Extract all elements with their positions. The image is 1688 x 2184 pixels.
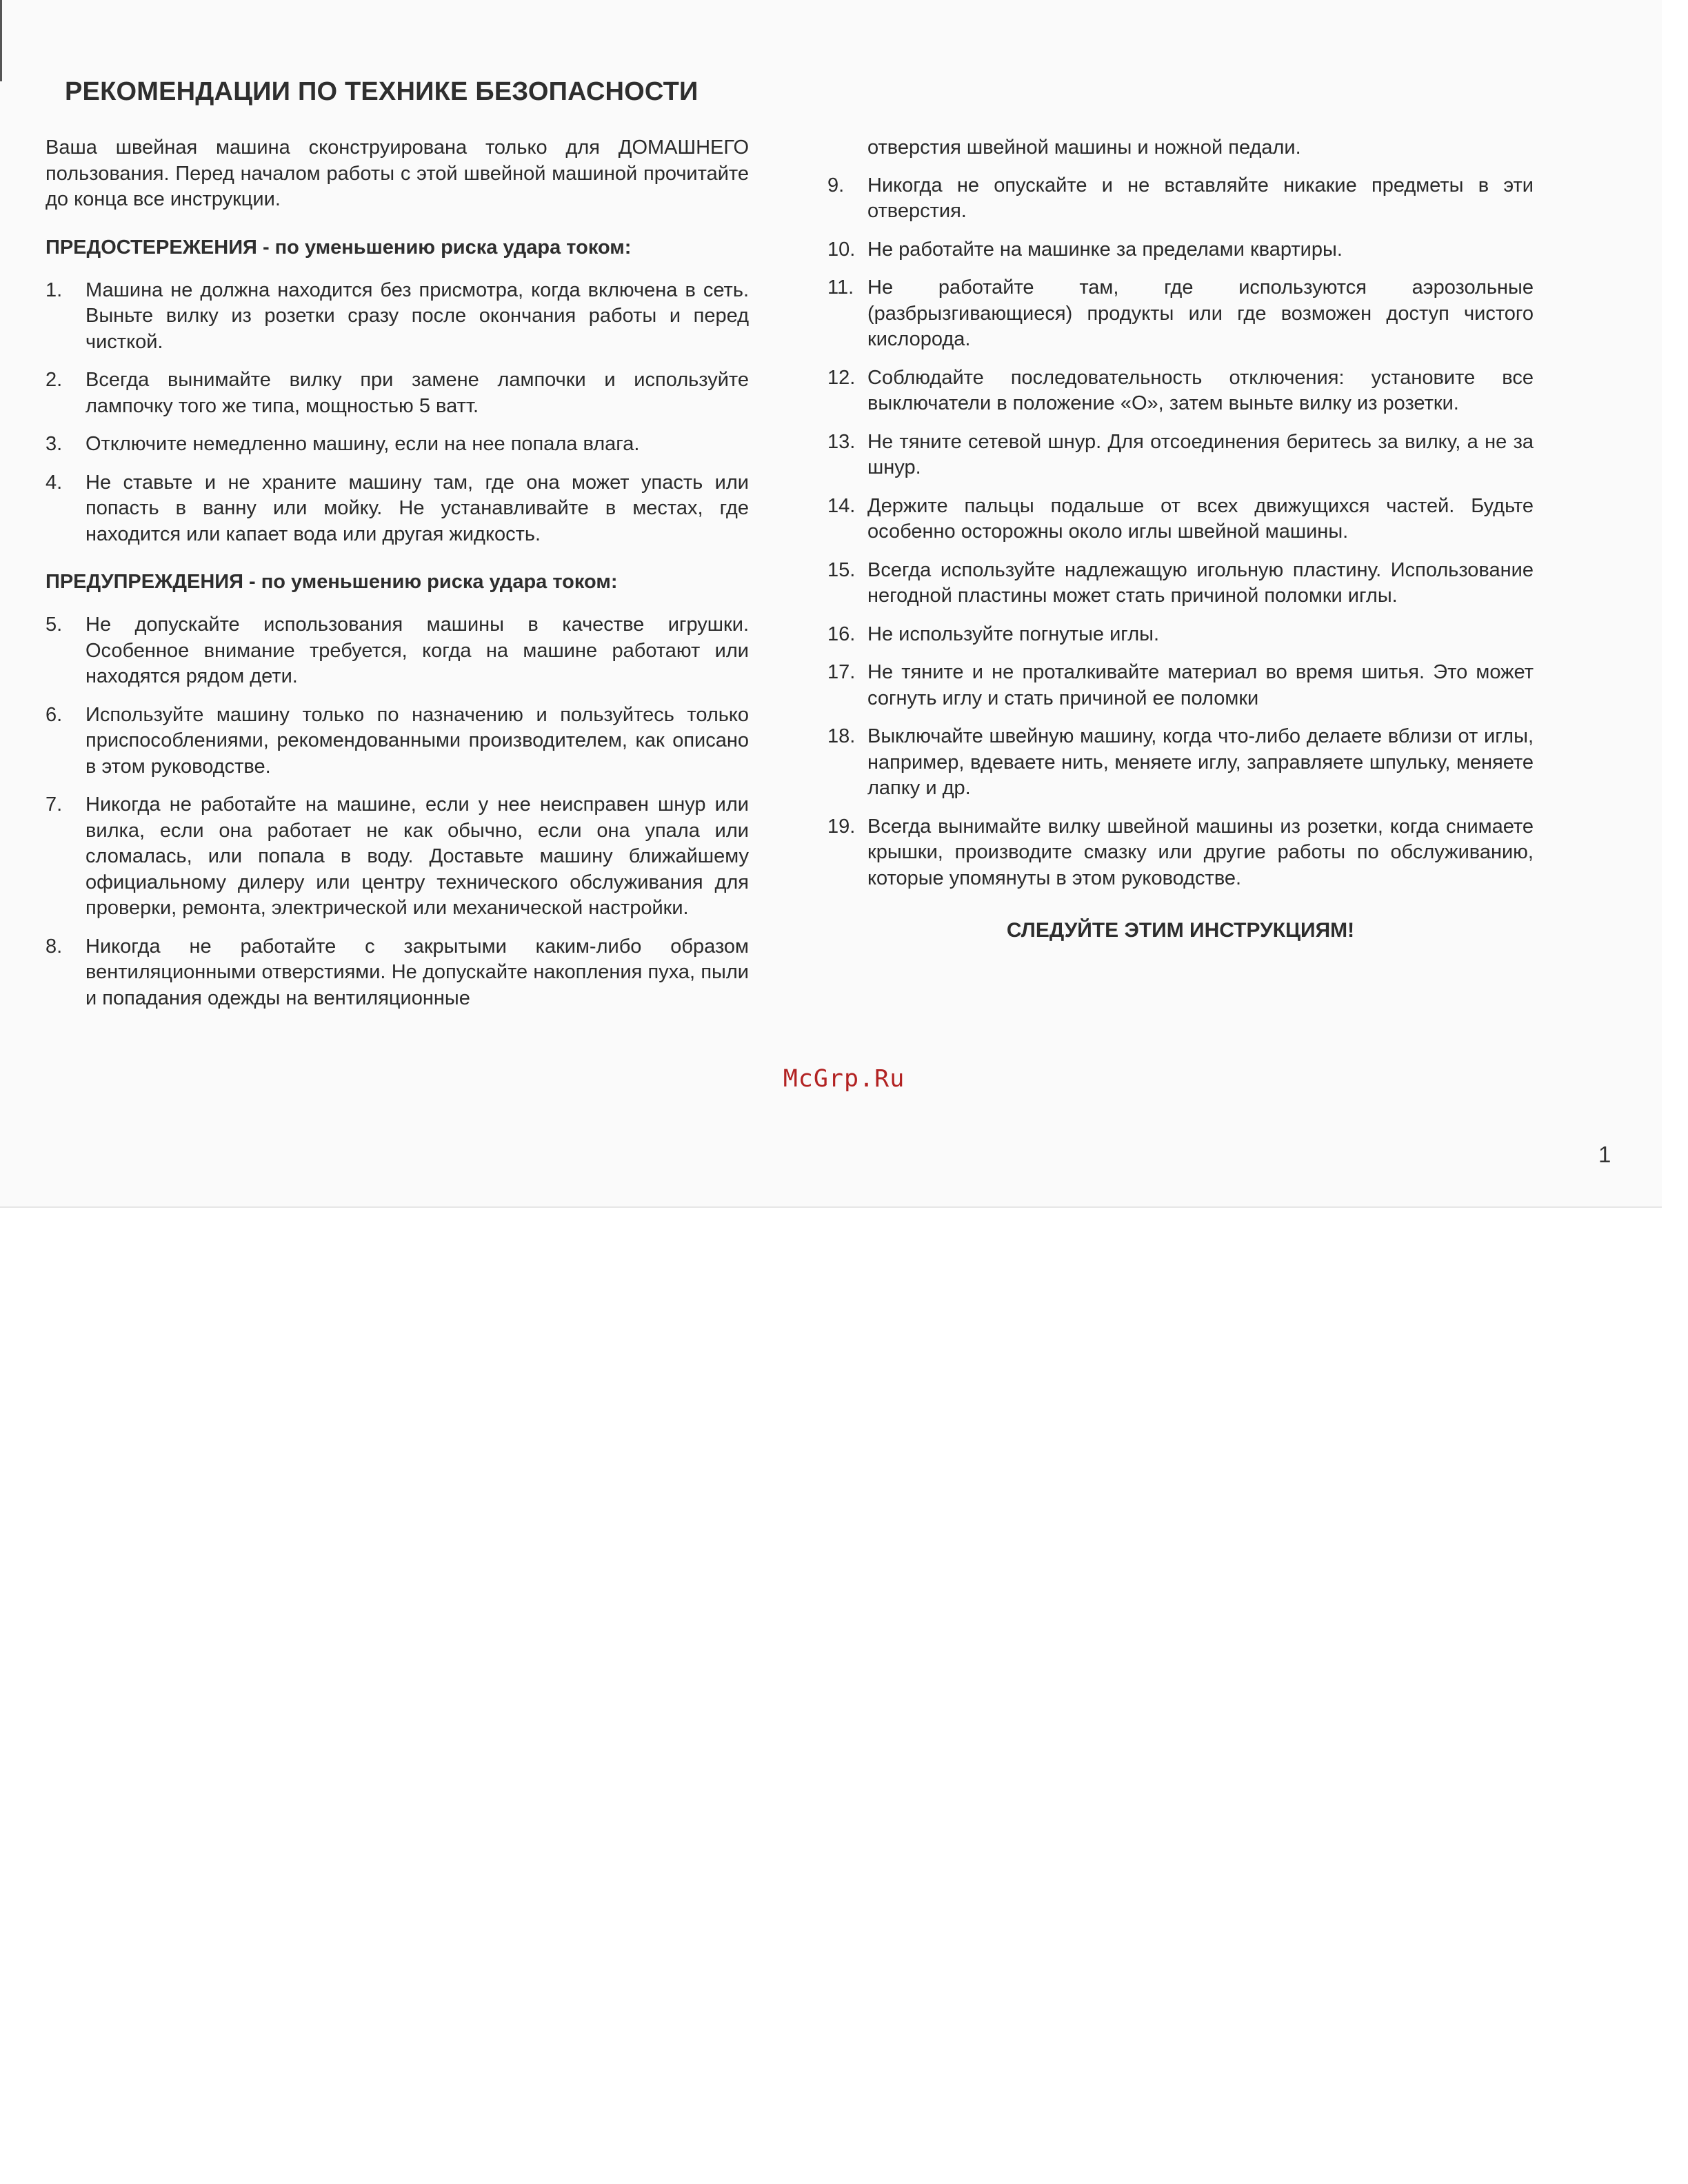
item-text: Не ставьте и не храните машину там, где она может упасть или попасть в ванну или мойку. Не устанавливайте в местах, где находится или капает вода или другая жидкость. <box>86 471 749 545</box>
watermark-link[interactable]: McGrp.Ru <box>783 1065 905 1093</box>
item-number: 16. <box>827 623 856 645</box>
item-text: Никогда не опускайте и не вставляйте никакие предметы в эти отверстия. <box>867 174 1534 222</box>
item-text: Всегда вынимайте вилку при замене лампочки и используйте лампочку того же типа, мощностью 5 ватт. <box>86 369 749 417</box>
item-number: 15. <box>827 558 856 581</box>
safety-list-continued <box>827 173 1534 892</box>
item-text: Не тяните сетевой шнур. Для отсоединения беритесь за вилку, а не за шнур. <box>867 430 1534 478</box>
item-text: Держите пальцы подальше от всех движущихся частей. Будьте особенно осторожны около иглы швейной машины. <box>867 494 1534 543</box>
list-item <box>46 367 749 419</box>
item-number: 1. <box>46 279 63 301</box>
intro-paragraph: Ваша швейная машина сконструирована только для ДОМАШНЕГО пользования. Перед началом работы с этой швейной машиной прочитайте до конца все инструкции. <box>46 136 749 210</box>
item-text: Не используйте погнутые иглы. <box>867 623 1160 645</box>
item-text: Используйте машину только по назначению и пользуйтесь только приспособлениями, рекомендованными производителем, как описано в этом руководстве. <box>86 703 749 778</box>
item-number: 9. <box>827 174 845 196</box>
item-number: 2. <box>46 369 63 391</box>
list-item <box>827 494 1534 545</box>
item-text: Отключите немедленно машину, если на нее попала влага. <box>86 433 640 455</box>
item-number: 6. <box>46 703 63 726</box>
item-number: 18. <box>827 725 856 747</box>
list-item <box>46 612 749 690</box>
list-item <box>46 792 749 922</box>
item-text: Не тяните и не проталкивайте материал во время шитья. Это может согнуть иглу и стать причиной ее поломки <box>867 661 1534 709</box>
item-number: 13. <box>827 430 856 453</box>
item-text: Никогда не работайте с закрытыми каким-либо образом вентиляционными отверстиями. Не допускайте накопления пуха, пыли и попадания одежды на вентиляционные <box>86 935 749 1009</box>
list-item <box>827 275 1534 353</box>
item-number: 11. <box>827 276 854 299</box>
page-title: РЕКОМЕНДАЦИИ ПО ТЕХНИКЕ БЕЗОПАСНОСТИ <box>65 77 699 106</box>
warnings-list <box>46 612 749 1011</box>
item-text: Машина не должна находится без присмотра, когда включена в сеть. Выньте вилку из розетки сразу после окончания работы и перед чисткой. <box>86 279 749 353</box>
precautions-list <box>46 278 749 548</box>
item-text: Всегда используйте надлежащую игольную пластину. Использование негодной пластины может стать причиной поломки иглы. <box>867 558 1534 607</box>
list-item <box>827 660 1534 711</box>
item-text: Не допускайте использования машины в качестве игрушки. Особенное внимание требуется, когда на машине работают или находятся рядом дети. <box>86 614 749 687</box>
list-item <box>827 429 1534 481</box>
item-number: 17. <box>827 661 856 683</box>
list-item <box>46 702 749 780</box>
item-text: Выключайте швейную машину, когда что-либо делаете вблизи от иглы, например, вдеваете нить, меняете иглу, заправляете шпульку, меняете лапку и др. <box>867 725 1534 799</box>
item-number: 3. <box>46 433 63 455</box>
list-item <box>46 432 749 458</box>
item-text: Не работайте там, где используются аэрозольные (разбрызгивающиеся) продукты или где возможен доступ чистого кислорода. <box>867 276 1534 350</box>
item-text: Соблюдайте последовательность отключения: установите все выключатели в положение «О», затем выньте вилку из розетки. <box>867 366 1534 414</box>
item-number: 12. <box>827 366 856 389</box>
section-heading-warnings: ПРЕДУПРЕЖДЕНИЯ - по уменьшению риска удара током: <box>46 571 618 593</box>
item-text: Всегда вынимайте вилку швейной машины из розетки, когда снимаете крышки, производите смазку или другие работы по обслуживанию, которые упомянуты в этом руководстве. <box>867 815 1534 889</box>
right-column <box>827 135 1534 944</box>
item-text: Не работайте на машинке за пределами квартиры. <box>867 238 1343 261</box>
item-number: 10. <box>827 238 856 261</box>
list-item <box>46 934 749 1012</box>
list-item <box>46 470 749 548</box>
item-text: Никогда не работайте на машине, если у нее неисправен шнур или вилка, если она работает не как обычно, если она упала или сломалась, или попала в воду. Доставьте машину ближайшему официальному дилеру или центру технического обслуживания для проверки, ремонта, электрической или механической настройки. <box>86 793 749 919</box>
item-number: 8. <box>46 935 63 958</box>
left-column <box>46 135 749 1024</box>
item-number: 5. <box>46 614 63 636</box>
list-item <box>827 173 1534 225</box>
item-number: 7. <box>46 793 63 816</box>
list-item <box>46 278 749 356</box>
list-item <box>827 814 1534 892</box>
list-item <box>827 622 1534 648</box>
list-item <box>827 724 1534 802</box>
list-item <box>827 558 1534 609</box>
item-number: 4. <box>46 471 63 494</box>
item-number: 14. <box>827 494 856 517</box>
page-number: 1 <box>1598 1142 1611 1167</box>
section-heading-precautions: ПРЕДОСТЕРЕЖЕНИЯ - по уменьшению риска удара током: <box>46 236 632 259</box>
closing-statement: СЛЕДУЙТЕ ЭТИМ ИНСТРУКЦИЯМ! <box>1006 919 1355 942</box>
list-item <box>827 237 1534 263</box>
scan-edge-mark <box>0 0 2 81</box>
item-number: 19. <box>827 815 856 838</box>
list-item <box>827 365 1534 417</box>
item-8-continuation: отверстия швейной машины и ножной педали. <box>867 136 1301 159</box>
